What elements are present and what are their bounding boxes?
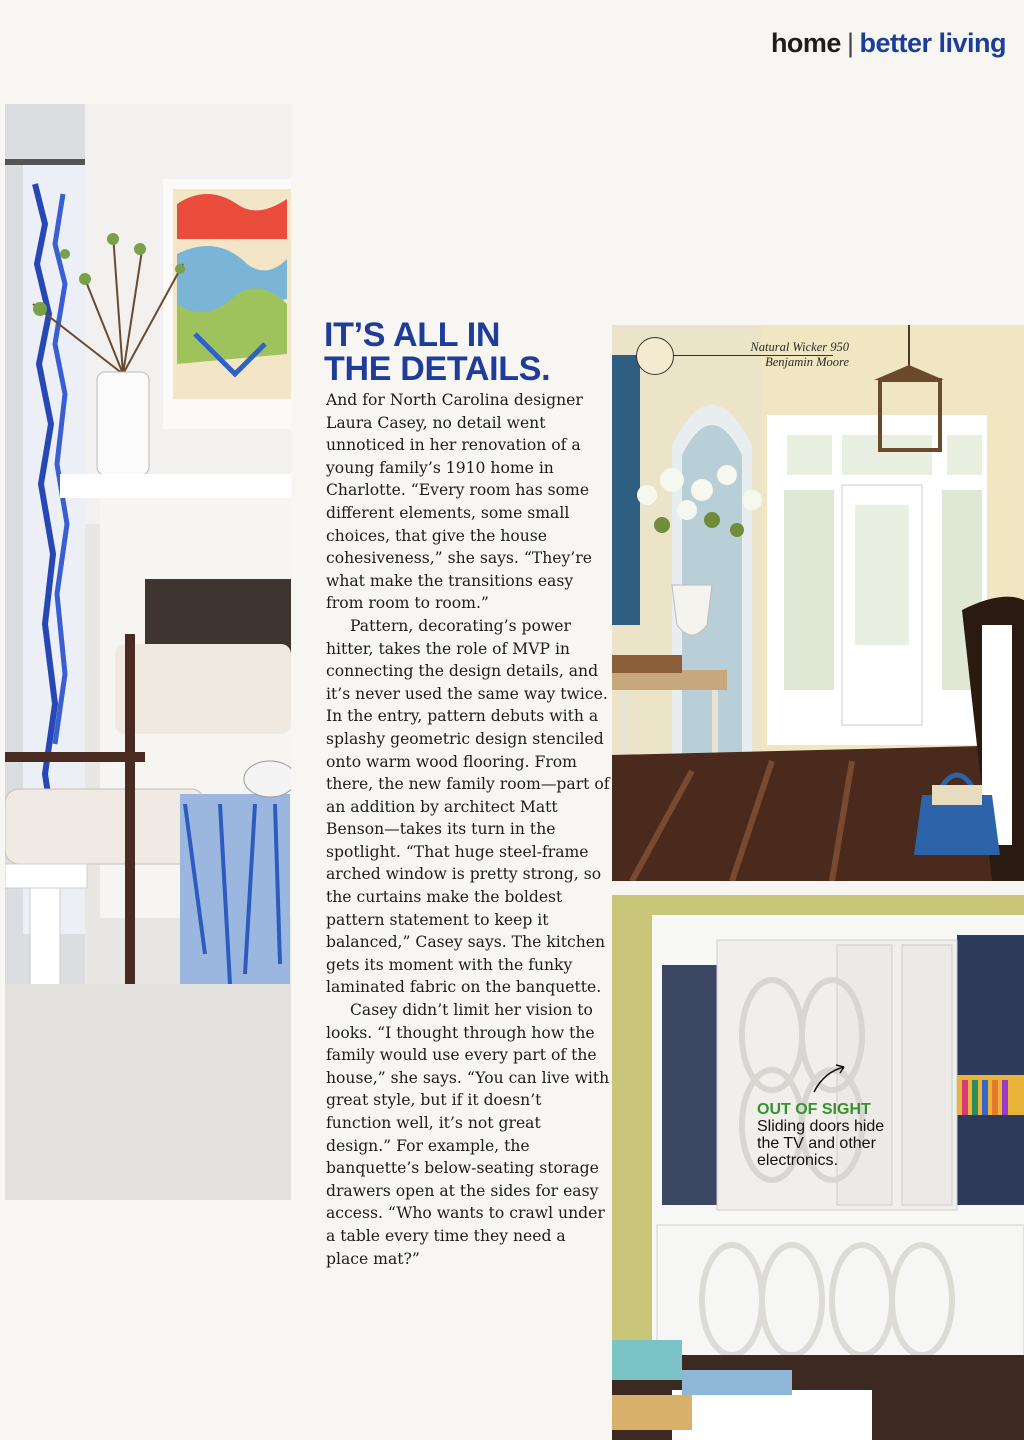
living-room-photo (5, 104, 291, 1200)
article-body (326, 389, 610, 1270)
body-paragraph-2: Pattern, decorating’s power hitter, takes the role of MVP in connecting the design details, and it’s never used the same way twice. In the entry, pattern debuts with a splashy geometric design stenciled onto warm wood flooring. From there, the new family room—part of an addition by architect Matt Benson—takes its turn in the spotlight. “That huge steel-frame arched window is pretty strong, so the curtains make the boldest pattern statement to keep it balanced,” Casey says. The kitchen gets its moment with the funky laminated fabric on the banquette. (326, 616, 610, 997)
headline-line-1: IT’S ALL IN (324, 316, 501, 354)
photo-caption (757, 1101, 897, 1169)
caption-text: Sliding doors hide the TV and other electronics. (757, 1118, 885, 1169)
body-paragraph-3: Casey didn’t limit her vision to looks. “I thought through how the family would use every part of the house,” she says. “You can live with great style, but if it doesn’t function well, it’s not great design.” For example, the banquette’s below-seating storage drawers open at the sides for easy access. “Who wants to crawl under a table every time they need a place mat?” (326, 1001, 610, 1268)
paint-color-name: Natural Wicker 950 (750, 340, 849, 354)
paint-chip-label (729, 340, 849, 370)
section-label: home (770, 28, 841, 58)
entry-hall-photo (612, 325, 1024, 881)
section-header (771, 28, 1006, 59)
paint-brand: Benjamin Moore (765, 355, 849, 369)
section-separator: | (846, 28, 854, 58)
caption-title: OUT OF SIGHT (757, 1101, 871, 1118)
body-paragraph-1: And for North Carolina designer Laura Casey, no detail went unnoticed in her renovation of a young family’s 1910 home in Charlotte. “Every room has some different elements, some small choices, that give the house cohesiveness,” she says. “They’re what make the transitions easy from room to room.” (326, 391, 592, 613)
subsection-label: better living (859, 28, 1006, 58)
article-headline (324, 318, 604, 386)
headline-line-2: THE DETAILS. (324, 350, 551, 388)
paint-swatch (636, 337, 674, 375)
